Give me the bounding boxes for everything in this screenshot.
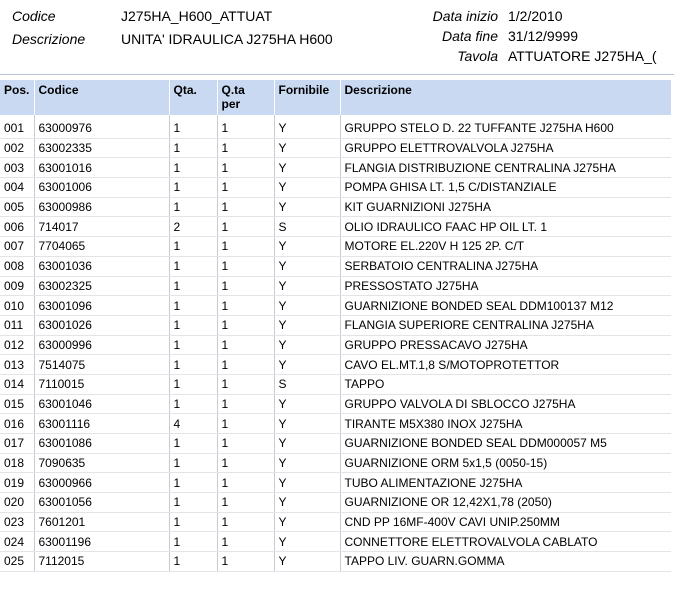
cell-codice: 63001116 — [34, 414, 169, 434]
components-table — [0, 80, 671, 572]
cell-qta: 1 — [169, 374, 217, 394]
cell-fornibile: Y — [274, 493, 340, 513]
cell-codice: 7110015 — [34, 374, 169, 394]
cell-qta: 1 — [169, 453, 217, 473]
cell-pos: 002 — [0, 138, 34, 158]
cell-fornibile: Y — [274, 532, 340, 552]
codice-value: J275HA_H600_ATTUAT — [121, 8, 273, 24]
cell-codice: 63001196 — [34, 532, 169, 552]
col-header-descrizione: Descrizione — [340, 80, 671, 115]
cell-fornibile: Y — [274, 158, 340, 178]
cell-descrizione: TAPPO — [340, 374, 671, 394]
cell-codice: 7112015 — [34, 552, 169, 572]
cell-qta-per: 1 — [217, 552, 274, 572]
cell-descrizione: GRUPPO PRESSACAVO J275HA — [340, 335, 671, 355]
cell-descrizione: POMPA GHISA LT. 1,5 C/DISTANZIALE — [340, 178, 671, 198]
cell-codice: 7601201 — [34, 512, 169, 532]
table-row — [0, 197, 671, 217]
cell-fornibile: Y — [274, 473, 340, 493]
cell-qta-per: 1 — [217, 217, 274, 237]
cell-pos: 004 — [0, 178, 34, 198]
table-row — [0, 138, 671, 158]
cell-pos: 011 — [0, 315, 34, 335]
cell-codice: 63001026 — [34, 315, 169, 335]
cell-qta: 1 — [169, 178, 217, 198]
cell-descrizione: CND PP 16MF-400V CAVI UNIP.250MM — [340, 512, 671, 532]
cell-fornibile: Y — [274, 414, 340, 434]
cell-fornibile: Y — [274, 552, 340, 572]
col-header-fornibile: Fornibile — [274, 80, 340, 115]
table-row — [0, 394, 671, 414]
col-header-qta: Qta. — [169, 80, 217, 115]
cell-qta-per: 1 — [217, 434, 274, 454]
table-row — [0, 453, 671, 473]
cell-pos: 001 — [0, 115, 34, 138]
cell-qta: 1 — [169, 473, 217, 493]
data-fine-value: 31/12/9999 — [508, 28, 579, 44]
cell-pos: 006 — [0, 217, 34, 237]
cell-qta-per: 1 — [217, 394, 274, 414]
table-row — [0, 115, 671, 138]
cell-qta-per: 1 — [217, 315, 274, 335]
table-row — [0, 473, 671, 493]
col-header-qta-per — [217, 80, 274, 115]
cell-codice: 63002325 — [34, 276, 169, 296]
cell-descrizione: OLIO IDRAULICO FAAC HP OIL LT. 1 — [340, 217, 671, 237]
cell-fornibile: Y — [274, 138, 340, 158]
table-row — [0, 355, 671, 375]
cell-fornibile: Y — [274, 335, 340, 355]
cell-qta-per: 1 — [217, 512, 274, 532]
descrizione-label: Descrizione — [12, 31, 86, 47]
cell-fornibile: Y — [274, 512, 340, 532]
cell-fornibile: Y — [274, 453, 340, 473]
cell-pos: 020 — [0, 493, 34, 513]
cell-qta: 1 — [169, 138, 217, 158]
cell-descrizione: CAVO EL.MT.1,8 S/MOTOPROTETTOR — [340, 355, 671, 375]
cell-qta-per: 1 — [217, 335, 274, 355]
col-header-qta-per-label: Q.ta per — [221, 83, 245, 111]
table-header-row — [0, 80, 671, 115]
cell-pos: 023 — [0, 512, 34, 532]
cell-qta-per: 1 — [217, 115, 274, 138]
cell-qta: 1 — [169, 394, 217, 414]
cell-pos: 024 — [0, 532, 34, 552]
cell-pos: 019 — [0, 473, 34, 493]
cell-pos: 018 — [0, 453, 34, 473]
cell-qta: 1 — [169, 532, 217, 552]
cell-fornibile: Y — [274, 434, 340, 454]
cell-codice: 63002335 — [34, 138, 169, 158]
table-row — [0, 296, 671, 316]
descrizione-value: UNITA' IDRAULICA J275HA H600 — [121, 31, 333, 47]
cell-qta: 1 — [169, 552, 217, 572]
cell-qta-per: 1 — [217, 374, 274, 394]
cell-codice: 7514075 — [34, 355, 169, 375]
cell-pos: 025 — [0, 552, 34, 572]
cell-codice: 7090635 — [34, 453, 169, 473]
cell-qta-per: 1 — [217, 493, 274, 513]
cell-qta-per: 1 — [217, 532, 274, 552]
cell-descrizione: KIT GUARNIZIONI J275HA — [340, 197, 671, 217]
cell-qta-per: 1 — [217, 355, 274, 375]
cell-codice: 63001016 — [34, 158, 169, 178]
cell-qta: 1 — [169, 115, 217, 138]
cell-descrizione: TIRANTE M5X380 INOX J275HA — [340, 414, 671, 434]
cell-descrizione: FLANGIA SUPERIORE CENTRALINA J275HA — [340, 315, 671, 335]
cell-qta: 1 — [169, 237, 217, 257]
table-row — [0, 374, 671, 394]
tavola-value: ATTUATORE J275HA_( — [508, 48, 657, 64]
cell-descrizione: GUARNIZIONE OR 12,42X1,78 (2050) — [340, 493, 671, 513]
tavola-label: Tavola — [457, 48, 498, 64]
cell-fornibile: Y — [274, 276, 340, 296]
cell-codice: 63001046 — [34, 394, 169, 414]
cell-pos: 014 — [0, 374, 34, 394]
cell-descrizione: GUARNIZIONE BONDED SEAL DDM000057 M5 — [340, 434, 671, 454]
cell-pos: 008 — [0, 256, 34, 276]
cell-pos: 012 — [0, 335, 34, 355]
cell-qta: 1 — [169, 315, 217, 335]
cell-pos: 015 — [0, 394, 34, 414]
cell-qta: 1 — [169, 335, 217, 355]
data-fine-label: Data fine — [441, 28, 498, 44]
cell-fornibile: Y — [274, 296, 340, 316]
cell-descrizione: TAPPO LIV. GUARN.GOMMA — [340, 552, 671, 572]
cell-fornibile: Y — [274, 315, 340, 335]
cell-codice: 63001096 — [34, 296, 169, 316]
cell-qta-per: 1 — [217, 276, 274, 296]
cell-descrizione: GRUPPO VALVOLA DI SBLOCCO J275HA — [340, 394, 671, 414]
cell-qta: 1 — [169, 276, 217, 296]
cell-fornibile: Y — [274, 197, 340, 217]
cell-descrizione: TUBO ALIMENTAZIONE J275HA — [340, 473, 671, 493]
cell-descrizione: FLANGIA DISTRIBUZIONE CENTRALINA J275HA — [340, 158, 671, 178]
table-row — [0, 335, 671, 355]
cell-qta: 4 — [169, 414, 217, 434]
cell-fornibile: S — [274, 374, 340, 394]
data-inizio-value: 1/2/2010 — [508, 8, 563, 24]
cell-codice: 7704065 — [34, 237, 169, 257]
table-row — [0, 315, 671, 335]
data-inizio-label: Data inizio — [432, 8, 498, 24]
table-row — [0, 493, 671, 513]
cell-codice: 63001006 — [34, 178, 169, 198]
cell-qta: 1 — [169, 512, 217, 532]
cell-fornibile: Y — [274, 256, 340, 276]
table-row — [0, 256, 671, 276]
cell-pos: 009 — [0, 276, 34, 296]
cell-descrizione: GRUPPO STELO D. 22 TUFFANTE J275HA H600 — [340, 115, 671, 138]
cell-qta-per: 1 — [217, 197, 274, 217]
col-header-pos: Pos. — [4, 83, 30, 97]
table-row — [0, 237, 671, 257]
col-header-codice: Codice — [34, 80, 169, 115]
cell-qta-per: 1 — [217, 158, 274, 178]
cell-qta: 1 — [169, 296, 217, 316]
cell-codice: 63000976 — [34, 115, 169, 138]
table-row — [0, 434, 671, 454]
cell-descrizione: GUARNIZIONE BONDED SEAL DDM100137 M12 — [340, 296, 671, 316]
cell-descrizione: SERBATOIO CENTRALINA J275HA — [340, 256, 671, 276]
cell-descrizione: GUARNIZIONE ORM 5x1,5 (0050-15) — [340, 453, 671, 473]
cell-qta-per: 1 — [217, 473, 274, 493]
cell-qta: 1 — [169, 355, 217, 375]
cell-codice: 63000996 — [34, 335, 169, 355]
table-row — [0, 414, 671, 434]
cell-qta: 1 — [169, 493, 217, 513]
cell-pos: 016 — [0, 414, 34, 434]
cell-codice: 63000986 — [34, 197, 169, 217]
table-row — [0, 178, 671, 198]
cell-qta-per: 1 — [217, 414, 274, 434]
cell-pos: 017 — [0, 434, 34, 454]
cell-descrizione: CONNETTORE ELETTROVALVOLA CABLATO — [340, 532, 671, 552]
cell-pos: 013 — [0, 355, 34, 375]
cell-fornibile: Y — [274, 355, 340, 375]
cell-qta: 2 — [169, 217, 217, 237]
cell-codice: 63000966 — [34, 473, 169, 493]
cell-codice: 63001056 — [34, 493, 169, 513]
cell-descrizione: MOTORE EL.220V H 125 2P. C/T — [340, 237, 671, 257]
table-row — [0, 532, 671, 552]
cell-qta: 1 — [169, 197, 217, 217]
cell-qta: 1 — [169, 434, 217, 454]
cell-qta-per: 1 — [217, 138, 274, 158]
table-row — [0, 276, 671, 296]
cell-pos: 005 — [0, 197, 34, 217]
cell-descrizione: PRESSOSTATO J275HA — [340, 276, 671, 296]
cell-pos: 003 — [0, 158, 34, 178]
cell-pos: 010 — [0, 296, 34, 316]
cell-qta: 1 — [169, 256, 217, 276]
cell-pos: 007 — [0, 237, 34, 257]
cell-qta-per: 1 — [217, 256, 274, 276]
table-row — [0, 217, 671, 237]
cell-qta-per: 1 — [217, 237, 274, 257]
table-row — [0, 552, 671, 572]
table-row — [0, 158, 671, 178]
cell-qta-per: 1 — [217, 296, 274, 316]
cell-fornibile: Y — [274, 237, 340, 257]
cell-fornibile: S — [274, 217, 340, 237]
cell-fornibile: Y — [274, 178, 340, 198]
codice-label: Codice — [12, 8, 56, 24]
table-row — [0, 512, 671, 532]
cell-fornibile: Y — [274, 115, 340, 138]
header-divider — [0, 74, 674, 75]
cell-codice: 63001086 — [34, 434, 169, 454]
cell-codice: 714017 — [34, 217, 169, 237]
cell-fornibile: Y — [274, 394, 340, 414]
cell-descrizione: GRUPPO ELETTROVALVOLA J275HA — [340, 138, 671, 158]
cell-qta-per: 1 — [217, 178, 274, 198]
cell-qta: 1 — [169, 158, 217, 178]
cell-codice: 63001036 — [34, 256, 169, 276]
cell-qta-per: 1 — [217, 453, 274, 473]
